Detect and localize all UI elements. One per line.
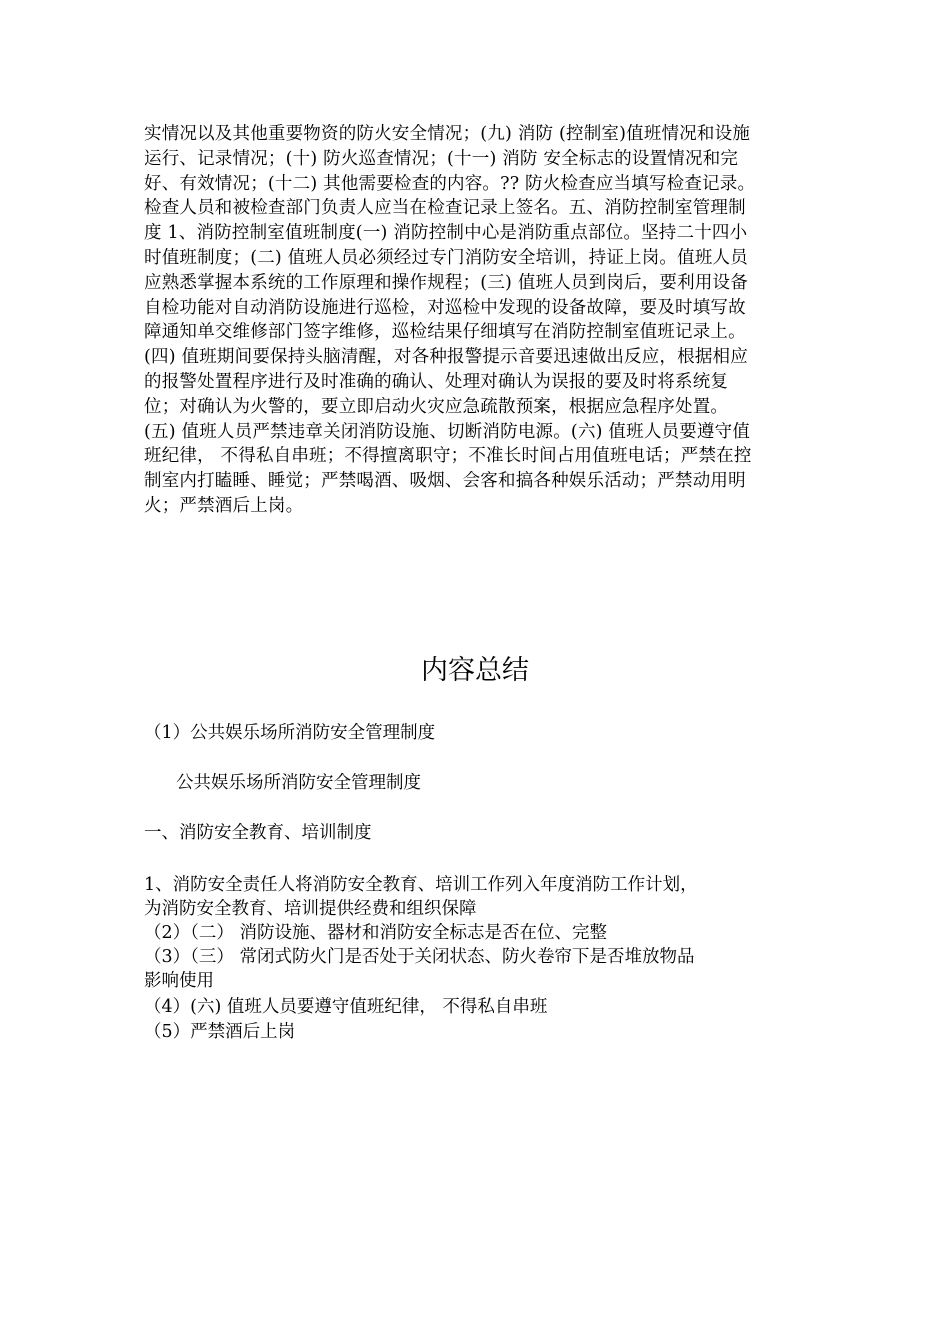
body-line: 自检功能对自动消防设施进行巡检，对巡检中发现的设备故障，要及时填写故 [144, 297, 746, 318]
summary-title: 内容总结 [421, 655, 529, 686]
body-line: 班纪律， 不得私自串班；不得擅离职守；不准长时间占用值班电话；严禁在控 [144, 446, 752, 467]
body-line: 时值班制度；(二) 值班人员必须经过专门消防安全培训，持证上岗。值班人员 [144, 247, 748, 268]
summary-paragraph-line: 1、消防安全责任人将消防安全教育、培训工作列入年度消防工作计划， [144, 875, 698, 895]
body-line: 的报警处置程序进行及时准确的确认、处理对确认为误报的要及时将系统复 [144, 371, 729, 392]
summary-item-2: （2）（二） 消防设施、器材和消防安全标志是否在位、完整 [144, 923, 607, 943]
body-text [144, 122, 814, 519]
body-line: (五) 值班人员严禁违章关闭消防设施、切断消防电源。(六) 值班人员要遵守值 [144, 421, 751, 442]
body-line: (四) 值班期间要保持头脑清醒，对各种报警提示音要迅速做出反应，根据相应 [144, 347, 748, 368]
summary-item-5: （5）严禁酒后上岗 [144, 1022, 296, 1042]
body-line: 运行、记录情况；(十) 防火巡查情况；(十一) 消防 安全标志的设置情况和完 [144, 148, 739, 169]
summary-subtitle: 公共娱乐场所消防安全管理制度 [176, 773, 421, 793]
body-line: 位；对确认为火警的，要立即启动火灾应急疏散预案，根据应急程序处置。 [144, 396, 729, 417]
summary-item-4: （4）(六) 值班人员要遵守值班纪律， 不得私自串班 [144, 997, 548, 1017]
body-line: 障通知单交维修部门签字维修，巡检结果仔细填写在消防控制室值班记录上。 [144, 322, 746, 343]
summary-section-heading: 一、消防安全教育、培训制度 [144, 823, 372, 843]
body-line: 好、有效情况；(十二) 其他需要检查的内容。?? 防火检查应当填写检查记录。 [144, 173, 756, 194]
body-line: 检查人员和被检查部门负责人应当在检查记录上签名。五、消防控制室管理制 [144, 198, 746, 219]
body-line: 应熟悉掌握本系统的工作原理和操作规程；(三) 值班人员到岗后，要利用设备 [144, 272, 748, 293]
body-line: 火；严禁酒后上岗。 [144, 495, 304, 516]
summary-item-3: （3）（三） 常闭式防火门是否处于关闭状态、防火卷帘下是否堆放物品 [144, 947, 695, 967]
summary-item-1: （1）公共娱乐场所消防安全管理制度 [144, 723, 436, 743]
body-line: 实情况以及其他重要物资的防火安全情况；(九) 消防 (控制室)值班情况和设施 [144, 124, 751, 144]
body-line: 度 1、消防控制室值班制度(一) 消防控制中心是消防重点部位。坚持二十四小 [144, 223, 748, 244]
summary-paragraph-line: 为消防安全教育、培训提供经费和组织保障 [144, 899, 477, 919]
summary-item-3-continuation: 影响使用 [144, 971, 214, 991]
body-line: 制室内打瞌睡、睡觉；严禁喝酒、吸烟、会客和搞各种娱乐活动；严禁动用明 [144, 471, 746, 492]
